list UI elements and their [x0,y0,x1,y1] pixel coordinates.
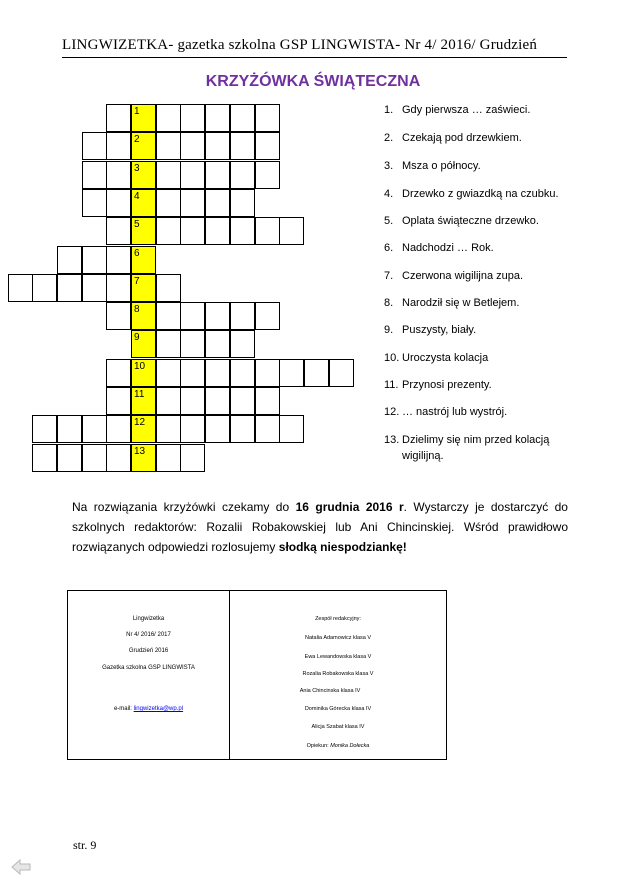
crossword-cell[interactable] [8,274,33,302]
crossword-cell[interactable] [230,359,255,387]
crossword-cell[interactable] [230,415,255,443]
crossword-cell[interactable] [180,330,205,358]
crossword-row-number: 12 [134,417,146,428]
crossword-cell[interactable] [255,104,280,132]
colophon-supervisor-line [230,743,446,749]
crossword-cell[interactable] [255,217,280,245]
info-prize: słodką niespodziankę! [278,540,407,554]
colophon-email-label: e-mail: [113,706,134,712]
crossword-cell[interactable] [106,359,131,387]
crossword-cell[interactable] [57,415,82,443]
clue-text: Czerwona wigilijna zupa. [402,270,524,282]
colophon-member: Rozalia Robakowska klasa V [302,671,374,677]
info-deadline: 16 grudnia 2016 r [295,500,404,514]
crossword-cell[interactable] [180,444,205,472]
crossword-key-cell[interactable] [131,330,156,358]
crossword-key-cell[interactable] [131,444,156,472]
crossword-row-number: 3 [134,163,140,174]
info-paragraph [72,497,568,557]
crossword-row-number: 6 [134,248,140,259]
clue-text: … nastrój lub wystrój. [402,406,508,418]
crossword-cell[interactable] [205,330,230,358]
crossword-cell[interactable] [205,359,230,387]
crossword-cell[interactable] [106,246,131,274]
crossword-title: KRZYŻÓWKA ŚWIĄTECZNA [205,73,421,90]
colophon-email-link[interactable]: lingwizetka@wp.pl [133,706,184,712]
crossword-key-cell[interactable] [131,217,156,245]
crossword-cell[interactable] [106,274,131,302]
clue-text: Narodził się w Betlejem. [402,297,520,309]
crossword-cell[interactable] [205,387,230,415]
colophon-member: Natalia Adamowicz klasa V [304,635,372,641]
crossword-cell[interactable] [82,444,107,472]
crossword-cell[interactable] [255,302,280,330]
crossword-cell[interactable] [156,415,181,443]
crossword-cell[interactable] [180,161,205,189]
crossword-cell[interactable] [180,415,205,443]
clue-text: Msza o północy. [402,160,481,172]
crossword-key-cell[interactable] [131,246,156,274]
crossword-cell[interactable] [106,302,131,330]
crossword-cell[interactable] [180,132,205,160]
crossword-cell[interactable] [106,189,131,217]
crossword-cell[interactable] [230,189,255,217]
crossword-cell[interactable] [180,302,205,330]
colophon-team-heading: Zespół redakcyjny: [315,616,361,622]
crossword-cell[interactable] [156,302,181,330]
colophon-email-line [68,706,229,712]
crossword-cell[interactable] [230,387,255,415]
crossword-cell[interactable] [180,189,205,217]
crossword-cell[interactable] [106,132,131,160]
crossword-cell[interactable] [255,415,280,443]
crossword-cell[interactable] [82,189,107,217]
clue-number: 9. [384,324,394,336]
colophon-school: Gazetka szkolna GSP LINGWISTA [102,665,195,671]
page-number: str. 9 [73,838,97,852]
crossword-row-number: 11 [134,389,145,400]
colophon-member: Alicja Szabat klasa IV [311,724,365,730]
crossword-cell[interactable] [106,387,131,415]
colophon-member: Ewa Lewandowska klasa V [304,654,372,660]
crossword-cell[interactable] [156,444,181,472]
clue-number: 5. [384,215,394,227]
crossword-cell[interactable] [32,444,57,472]
colophon-month: Grudzień 2016 [128,648,169,654]
crossword-cell[interactable] [32,415,57,443]
info-text-2: . Wystarczy je dostarczyć do szkolnych redaktorów: Rozalii Robakowskiej lub Ani Chincinskiej. Wśród prawidłowo rozwiązanych odpowiedzi rozlosujemy [72,500,568,554]
crossword-cell[interactable] [230,161,255,189]
colophon-member: Ania Chincinska klasa IV [299,688,361,694]
crossword-cell[interactable] [255,387,280,415]
crossword-cell[interactable] [255,132,280,160]
colophon-box [67,590,447,760]
header-rule [62,57,567,58]
crossword-row-number: 8 [134,304,140,315]
crossword-key-cell[interactable] [131,302,156,330]
crossword-key-cell[interactable] [131,274,156,302]
crossword-cell[interactable] [57,444,82,472]
crossword-cell[interactable] [32,274,57,302]
colophon-supervisor-label: Opiekun: [306,743,331,749]
crossword-cell[interactable] [82,274,107,302]
clue-text: Czekają pod drzewkiem. [402,132,522,144]
crossword-cell[interactable] [156,104,181,132]
crossword-cell[interactable] [205,217,230,245]
crossword-cell[interactable] [205,161,230,189]
crossword-row-number: 5 [134,219,140,230]
crossword-cell[interactable] [279,359,304,387]
clue-text: Uroczysta kolacja [402,352,489,364]
crossword-cell[interactable] [57,274,82,302]
page-header: LINGWIZETKA- gazetka szkolna GSP LINGWISTA- Nr 4/ 2016/ Grudzień [62,37,538,53]
crossword-key-cell[interactable] [131,161,156,189]
crossword-cell[interactable] [156,387,181,415]
crossword-cell[interactable] [82,132,107,160]
clue-text: Gdy pierwsza … zaświeci. [402,104,531,116]
crossword-cell[interactable] [156,274,181,302]
clue-number: 4. [384,188,394,200]
crossword-cell[interactable] [106,104,131,132]
crossword-cell[interactable] [156,189,181,217]
crossword-cell[interactable] [180,217,205,245]
clue-number: 11. [384,379,399,391]
crossword-key-cell[interactable] [131,104,156,132]
crossword-cell[interactable] [230,302,255,330]
clue-text: Puszysty, biały. [402,324,477,336]
crossword-cell[interactable] [57,246,82,274]
crossword-row-number: 2 [134,134,140,145]
crossword-cell[interactable] [329,359,354,387]
crossword-cell[interactable] [180,387,205,415]
colophon-right [230,591,446,759]
crossword-cell[interactable] [279,415,304,443]
crossword-row-number: 13 [134,446,146,457]
crossword-cell[interactable] [156,161,181,189]
crossword-cell[interactable] [156,217,181,245]
crossword-cell[interactable] [82,161,107,189]
clue-number: 7. [384,270,394,282]
crossword-key-cell[interactable] [131,415,156,443]
crossword-row-number: 7 [134,276,140,287]
crossword-key-cell[interactable] [131,189,156,217]
back-arrow-icon[interactable] [10,856,32,878]
crossword-cell[interactable] [106,161,131,189]
crossword-cell[interactable] [230,132,255,160]
clue-text: Drzewko z gwiazdką na czubku. [402,188,559,200]
clue-number: 1. [384,104,394,116]
crossword-cell[interactable] [82,246,107,274]
crossword-cell[interactable] [304,359,329,387]
crossword-cell[interactable] [106,444,131,472]
crossword-key-cell[interactable] [131,359,156,387]
clue-number: 6. [384,242,394,254]
crossword-cell[interactable] [205,104,230,132]
clue-number: 13. [384,434,400,446]
crossword-cell[interactable] [205,415,230,443]
crossword-row-number: 4 [134,191,140,202]
crossword-cell[interactable] [230,330,255,358]
clue-number: 12. [384,406,400,418]
crossword-cell[interactable] [230,104,255,132]
clue-text: Przynosi prezenty. [402,379,492,391]
crossword-cell[interactable] [279,217,304,245]
crossword-cell[interactable] [156,330,181,358]
crossword-cell[interactable] [205,189,230,217]
crossword-cell[interactable] [230,217,255,245]
crossword-cell[interactable] [255,359,280,387]
clue-number: 10. [384,352,400,364]
clue-number: 2. [384,132,394,144]
crossword-cell[interactable] [106,415,131,443]
crossword-key-cell[interactable] [131,387,156,415]
clue-text: Nadchodzi … Rok. [402,242,494,254]
clue-number: 3. [384,160,394,172]
crossword-cell[interactable] [82,415,107,443]
clue-text: Oplata świąteczne drzewko. [402,215,539,227]
colophon-left [68,591,229,759]
crossword-cell[interactable] [156,359,181,387]
crossword-cell[interactable] [255,161,280,189]
crossword-cell[interactable] [180,359,205,387]
clue-number: 8. [384,297,394,309]
crossword-row-number: 1 [134,106,140,117]
crossword-key-cell[interactable] [131,132,156,160]
crossword-cell[interactable] [106,217,131,245]
crossword-row-number: 9 [134,332,140,343]
clue-text: Dzielimy się nim przed kolacją wigilijną. [402,434,550,462]
info-text-1: Na rozwiązania krzyżówki czekamy do [72,500,296,514]
crossword-cell[interactable] [156,132,181,160]
colophon-name: Lingwizetka [132,616,165,622]
colophon-issue: Nr 4/ 2016/ 2017 [126,632,171,638]
crossword-cell[interactable] [180,104,205,132]
crossword-cell[interactable] [205,302,230,330]
colophon-supervisor: Monika Dołecka [330,743,370,749]
crossword-row-number: 10 [134,361,146,372]
crossword-cell[interactable] [205,132,230,160]
colophon-member: Dominika Górecka klasa IV [304,706,372,712]
